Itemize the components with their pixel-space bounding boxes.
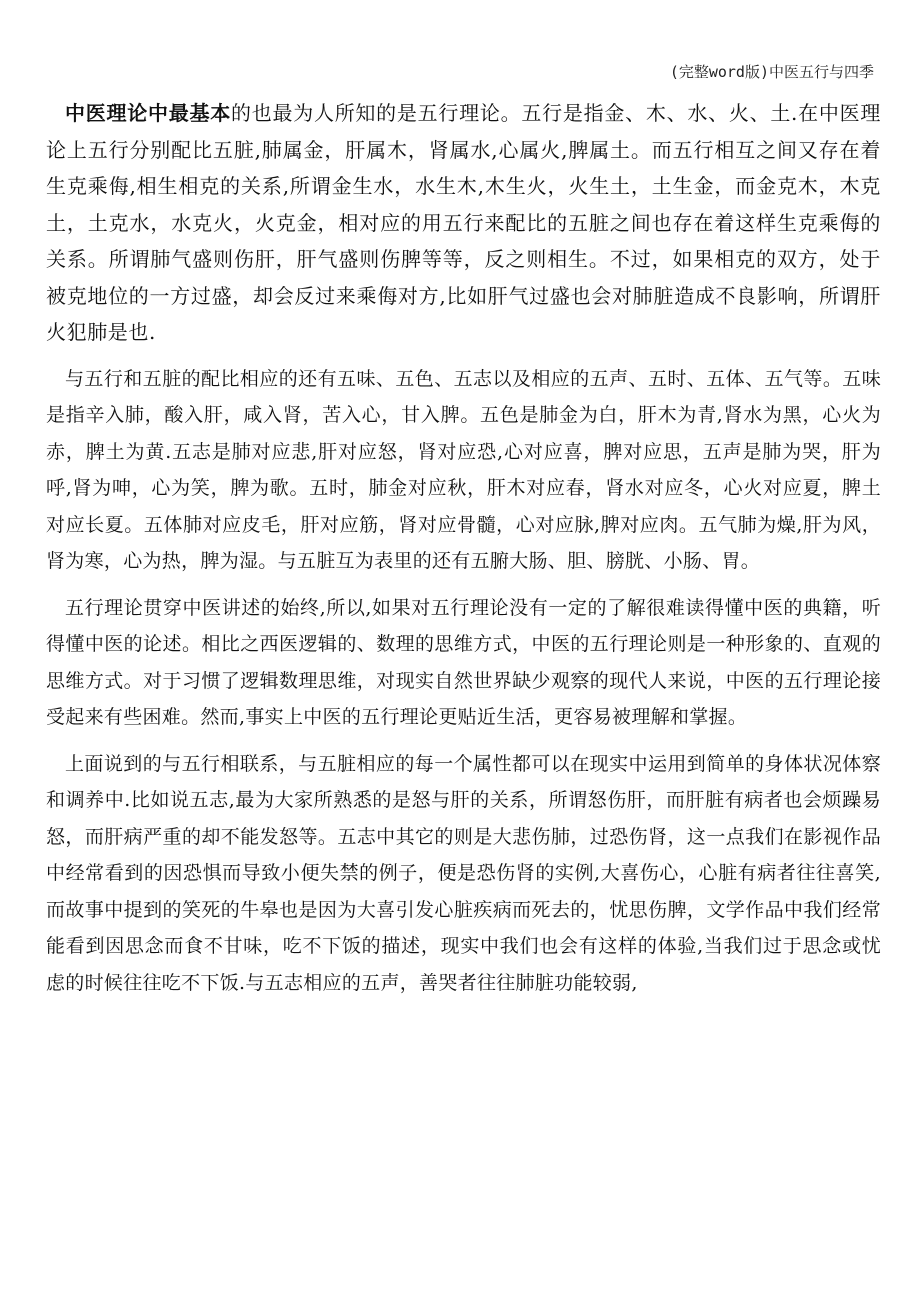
article-body: [46, 95, 881, 1011]
paragraph-five-attributes: 与五行和五脏的配比相应的还有五味、五色、五志以及相应的五声、五时、五体、五气等。五味是指辛入肺，酸入肝，咸入肾，苦入心，甘入脾。五色是肺金为白，肝木为青,肾水为黑，心火为赤，脾土为黄.五志是肺对应悲,肝对应怒，肾对应恐,心对应喜，脾对应思，五声是肺为哭，肝为呼,肾为呻，心为笑，脾为歌。五时，肺金对应秋，肝木对应春，肾水对应冬，心火对应夏，脾土对应长夏。五体肺对应皮毛，肝对应筋，肾对应骨髓，心对应脉,脾对应肉。五气肺为燥,肝为风，肾为寒，心为热，脾为湿。与五脏互为表里的还有五腑大肠、胆、膀胱、小肠、胃。: [46, 367, 881, 572]
paragraph-theory-understanding: 五行理论贯穿中医讲述的始终,所以,如果对五行理论没有一定的了解很难读得懂中医的典籍，听得懂中医的论述。相比之西医逻辑的、数理的思维方式，中医的五行理论则是一种形象的、直观的思维方式。对于习惯了逻辑数理思维，对现实自然世界缺少观察的现代人来说，中医的五行理论接受起来有些困难。然而,事实上中医的五行理论更贴近生活，更容易被理解和掌握。: [46, 596, 881, 728]
paragraph-five-elements-intro: [46, 95, 881, 351]
paragraph-text: 的也最为人所知的是五行理论。五行是指金、木、水、火、土.在中医理论上五行分别配比五脏,肺属金，肝属木，肾属水,心属火,脾属土。而五行相互之间又存在着生克乘侮,相生相克的关系,所谓金生水，水生木,木生火，火生土，土生金，而金克木，木克土，土克水，水克火，火克金，相对应的用五行来配比的五脏之间也存在着这样生克乘侮的关系。所谓肺气盛则伤肝，肝气盛则伤脾等等，反之则相生。不过，如果相克的双方，处于被克地位的一方过盛，却会反过来乘侮对方,比如肝气过盛也会对肺脏造成不良影响，所谓肝火犯肺是也.: [46, 101, 881, 344]
bold-lead-phrase: 中医理论中最基本: [65, 101, 231, 125]
document-header-title: (完整word版)中医五行与四季: [669, 63, 874, 81]
paragraph-five-emotions: 上面说到的与五行相联系，与五脏相应的每一个属性都可以在现实中运用到简单的身体状况体察和调养中.比如说五志,最为大家所熟悉的是怒与肝的关系，所谓怒伤肝，而肝脏有病者也会烦躁易怒，而肝病严重的却不能发怒等。五志中其它的则是大悲伤肺，过恐伤肾，这一点我们在影视作品中经常看到的因恐惧而导致小便失禁的例子，便是恐伤肾的实例,大喜伤心，心脏有病者往往喜笑,而故事中提到的笑死的牛皋也是因为大喜引发心脏疾病而死去的，忧思伤脾，文学作品中我们经常能看到因思念而食不甘味，吃不下饭的描述，现实中我们也会有这样的体验,当我们过于思念或忧虑的时候往往吃不下饭.与五志相应的五声，善哭者往往肺脏功能较弱,: [46, 752, 881, 994]
